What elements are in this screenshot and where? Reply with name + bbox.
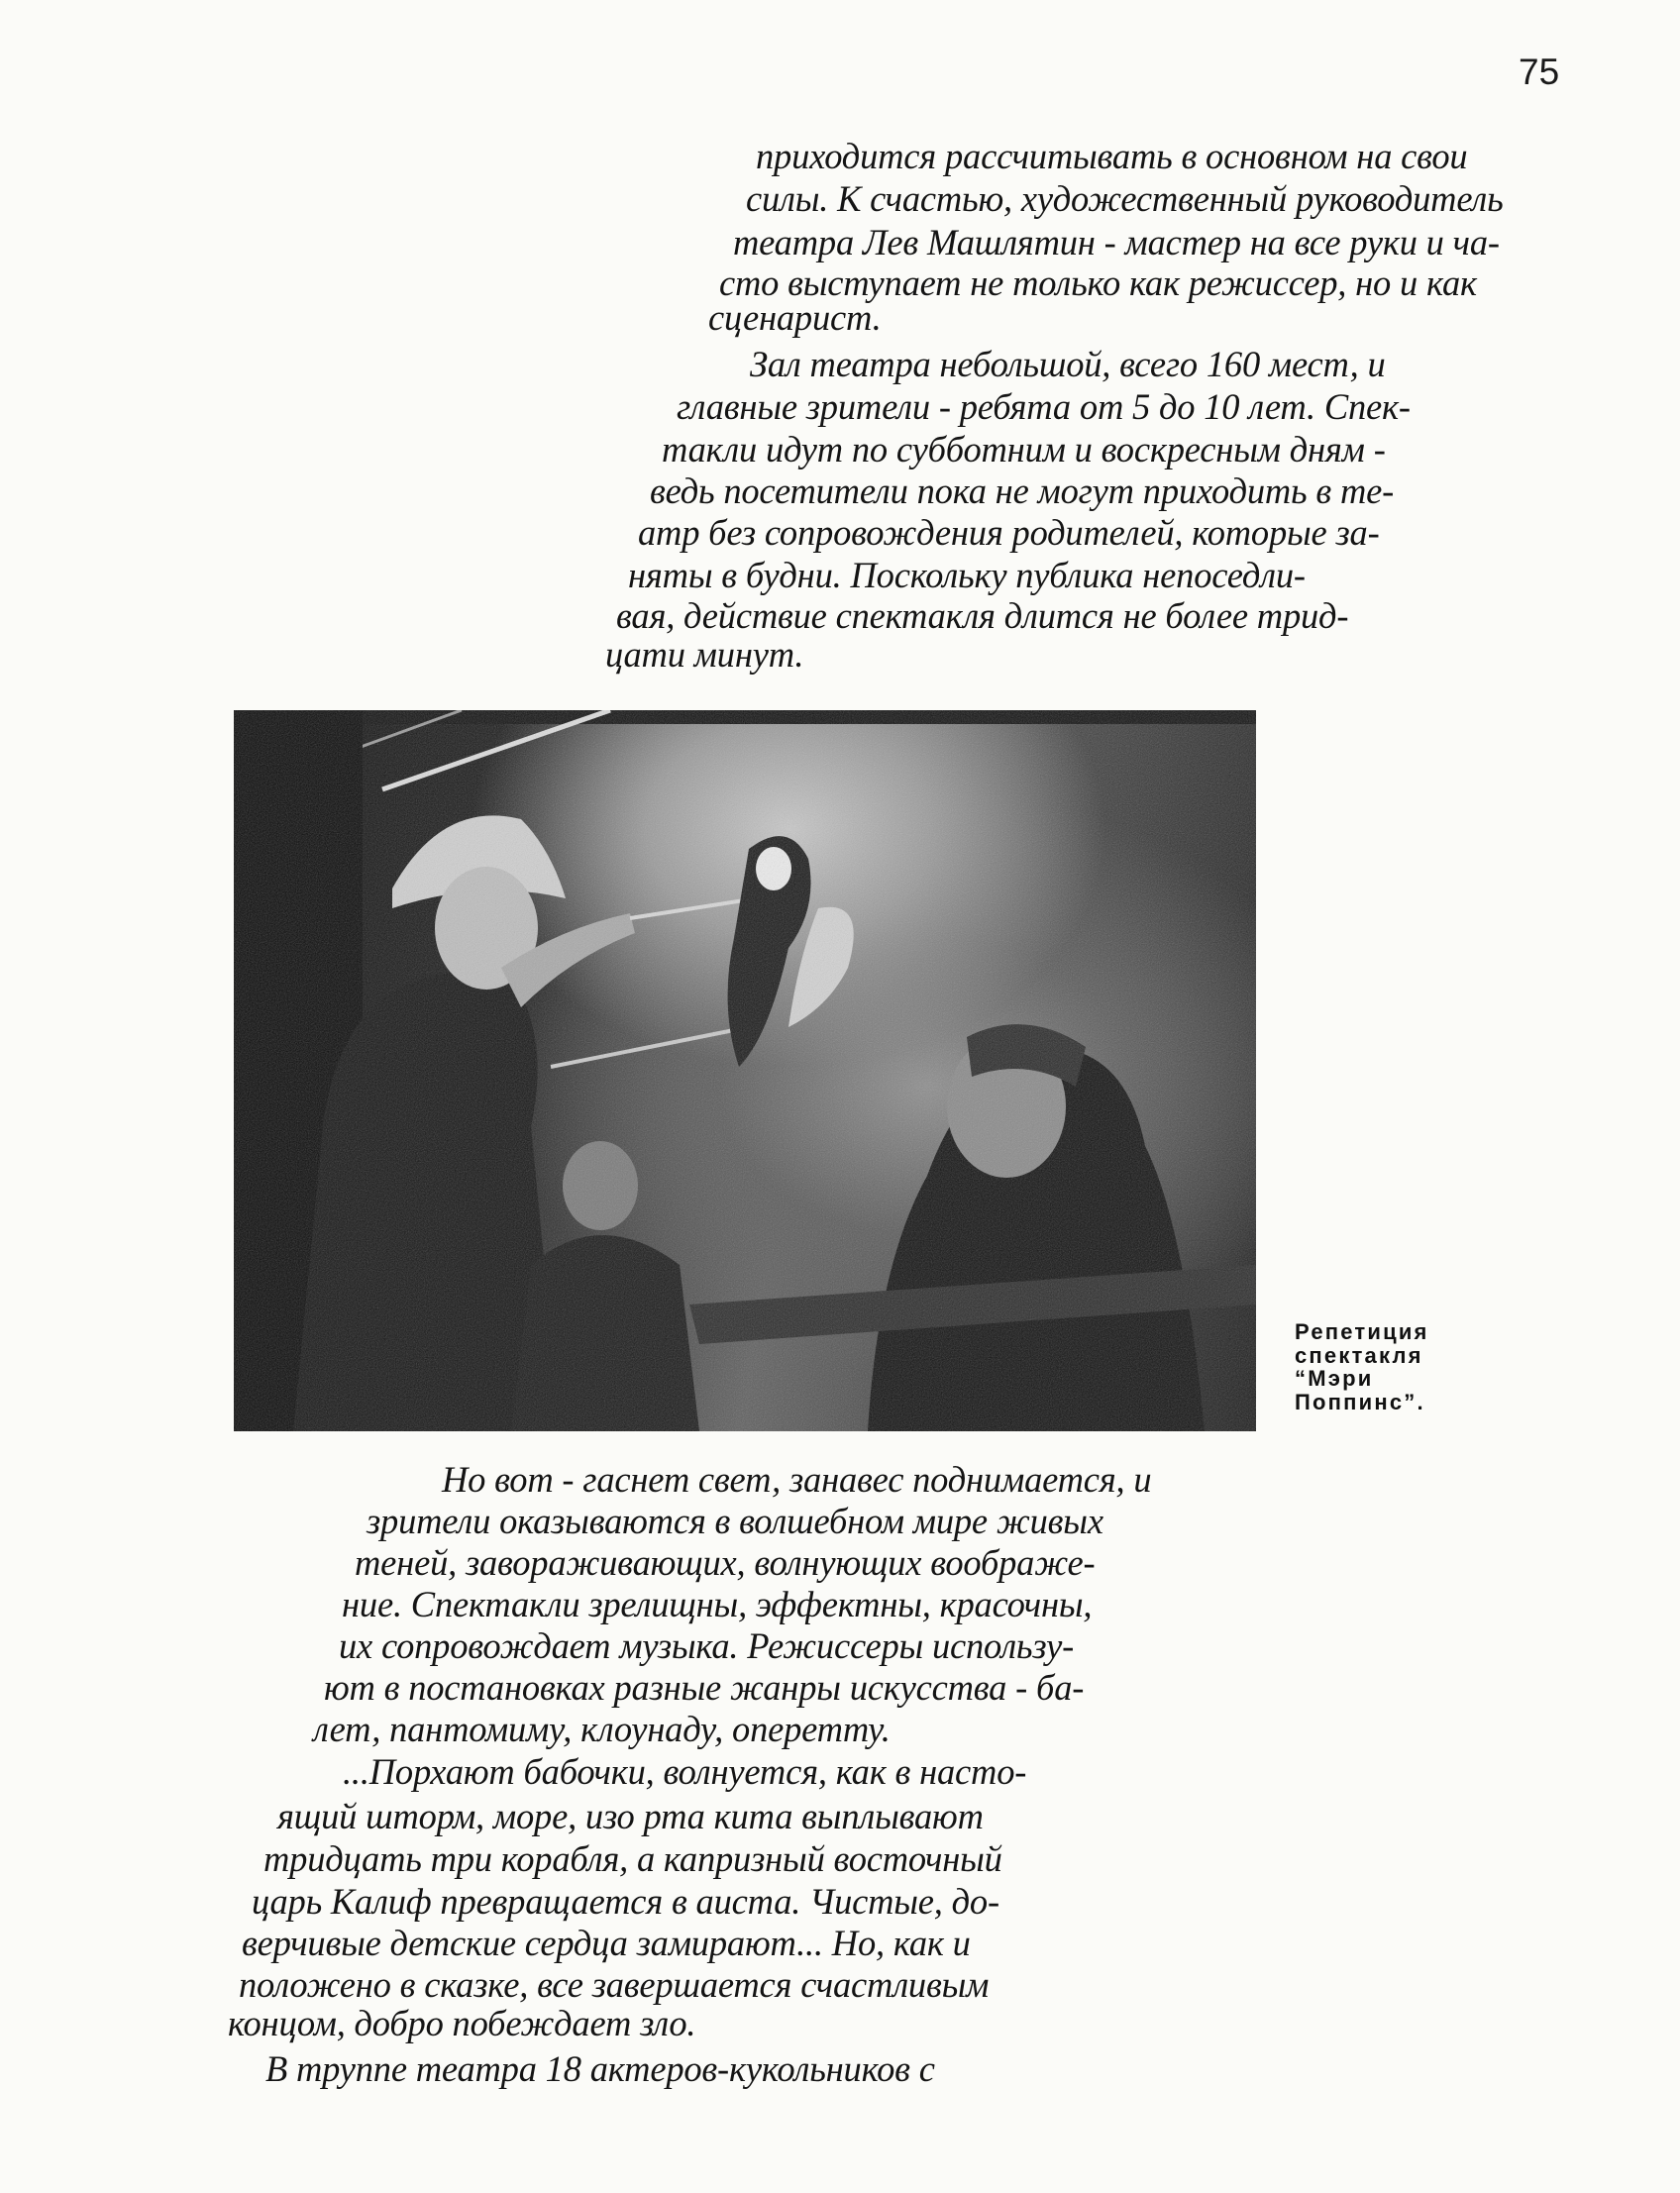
caption-line: “Мэри [1295,1366,1374,1391]
text-line: сценарист. [708,297,882,338]
text-line: ние. Спектакли зрелищны, эффектны, красочны, [342,1584,1093,1624]
text-line: няты в будни. Поскольку публика непоседли- [628,555,1306,595]
text-line: зрители оказываются в волшебном мире живых [367,1501,1103,1541]
text-line: концом, добро побеждает зло. [228,2003,696,2043]
text-line: их сопровождает музыка. Режиссеры использу- [339,1625,1075,1666]
text-line: вая, действие спектакля длится не более трид- [616,595,1349,636]
text-line: приходится рассчитывать в основном на свои [756,136,1468,176]
photo-caption [1295,1320,1429,1413]
caption-line: Репетиция [1295,1319,1429,1344]
text-line: цати минут. [605,634,804,675]
text-line: верчивые детские сердца замирают... Но, как и [242,1923,971,1963]
photo-rehearsal-icon [234,710,1256,1431]
page-number: 75 [1519,52,1560,92]
text-line: такли идут по субботним и воскресным дням - [662,429,1386,470]
text-line: атр без сопровождения родителей, которые за- [638,512,1380,553]
text-line: театра Лев Машлятин - мастер на все руки и ча- [733,222,1500,262]
text-line: царь Калиф превращается в аиста. Чистые, до- [252,1881,999,1922]
text-line: главные зрители - ребята от 5 до 10 лет. Спек- [677,386,1411,427]
text-line: ют в постановках разные жанры искусства - ба- [324,1667,1085,1708]
text-line: ведь посетители пока не могут приходить в те- [650,470,1395,511]
text-line: ящий шторм, море, изо рта кита выплывают [277,1796,984,1836]
caption-line: спектакля [1295,1342,1423,1368]
text-line: положено в сказке, все завершается счастливым [239,1964,990,2005]
text-line: Но вот - гаснет свет, занавес поднимается, и [442,1459,1152,1500]
text-line: ...Порхают бабочки, волнуется, как в насто- [343,1751,1027,1792]
text-line: В труппе театра 18 актеров-кукольников с [265,2048,935,2089]
text-line: тридцать три корабля, а капризный восточный [263,1838,1002,1879]
text-line: сто выступает не только как режиссер, но и как [719,262,1477,303]
text-line: силы. К счастью, художественный руководитель [746,178,1504,219]
text-line: теней, завораживающих, волнующих воображе- [355,1542,1096,1583]
caption-line: Поппинс”. [1295,1389,1425,1414]
text-line: Зал театра небольшой, всего 160 мест, и [750,344,1386,384]
rehearsal-photo [234,710,1256,1431]
text-line: лет, пантомиму, клоунаду, оперетту. [313,1709,891,1749]
